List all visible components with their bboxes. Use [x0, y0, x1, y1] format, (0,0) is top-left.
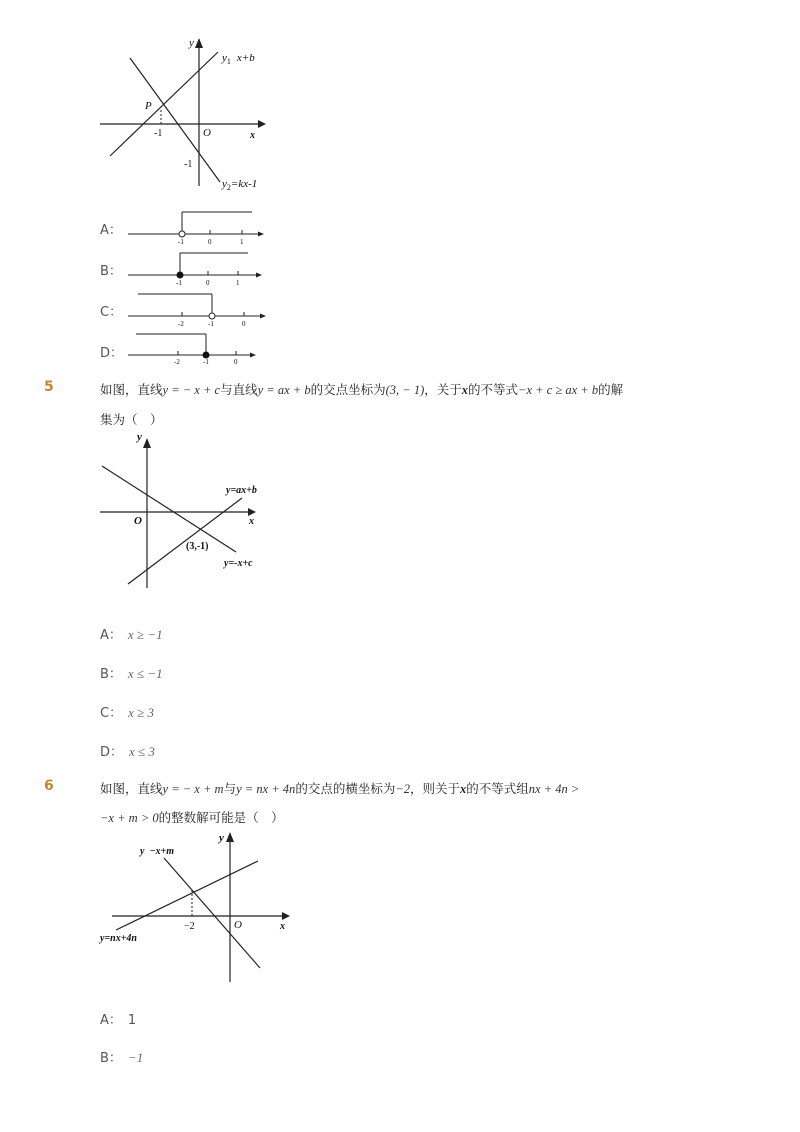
line-neg-x-c: [102, 466, 236, 552]
q5-option-d-value: x ≤ 3: [129, 744, 155, 759]
q6-option-a-label: A：: [100, 1013, 122, 1028]
q6-t4: ，则关于: [410, 781, 461, 796]
q5-m1: y = − x + c: [162, 383, 221, 397]
svg-text:0: 0: [234, 358, 238, 366]
q6-option-a-value: 1: [127, 1013, 137, 1028]
q5-option-a-value: x ≥ −1: [127, 627, 163, 642]
q6-m4: x: [460, 782, 467, 796]
q6-l2m: −x + m > 0: [100, 811, 159, 825]
question-6-text-line2: [100, 808, 284, 826]
x-axis-arrow: [248, 508, 256, 516]
x-axis-label: x: [280, 921, 285, 932]
q5-t2: 与直线: [220, 382, 258, 397]
line-neg-x-m-label: y −x+m: [140, 846, 174, 857]
q5-option-c[interactable]: [100, 702, 154, 721]
y-axis-arrow: [195, 38, 203, 48]
svg-text:-1: -1: [203, 358, 209, 366]
q6-figure: [94, 826, 304, 986]
q5-option-a-label: A：: [100, 628, 122, 643]
question-5-text-line2: 集为（ ）: [100, 412, 163, 427]
svg-text:-2: -2: [174, 358, 180, 366]
q6-m1: y = − x + m: [162, 782, 224, 796]
q5-t5: 的不等式: [468, 382, 519, 397]
q5-option-b-label: B：: [100, 667, 122, 682]
line-ax-b-label: y=ax+b: [226, 485, 257, 496]
x-axis-label: x: [249, 516, 254, 527]
svg-text:-1: -1: [208, 320, 214, 328]
question-6-text-line1: [100, 779, 579, 797]
q4-option-d-label[interactable]: D：: [100, 346, 124, 361]
q5-option-d-label: D：: [100, 745, 124, 760]
question-number-5: 5: [44, 379, 54, 395]
question-number-6: 6: [44, 778, 54, 794]
q5-option-c-label: C：: [100, 706, 123, 721]
y-axis-label: y: [137, 431, 142, 443]
tick-neg1-y: -1: [184, 159, 193, 170]
q6-m2: y = nx + 4n: [236, 782, 296, 796]
q5-option-a[interactable]: [100, 624, 163, 643]
q6-option-b[interactable]: [100, 1047, 143, 1066]
x-axis-label: x: [250, 130, 255, 141]
tick-neg1-x: -1: [154, 128, 163, 139]
q5-option-b[interactable]: [100, 663, 163, 682]
q5-t3: 的交点坐标为: [310, 382, 386, 397]
origin-label: O: [234, 919, 242, 931]
y-axis-arrow: [143, 438, 151, 448]
q4-figure: [90, 30, 280, 200]
svg-text:0: 0: [206, 279, 210, 287]
y-axis-label: y: [219, 832, 224, 844]
q5-m4: x: [461, 383, 468, 397]
line-neg-x-m: [164, 858, 260, 968]
svg-text:0: 0: [242, 320, 246, 328]
q5-option-b-value: x ≤ −1: [127, 666, 163, 681]
q6-t2: 与: [223, 781, 237, 796]
q6-option-b-value: −1: [127, 1050, 144, 1065]
q6-option-b-label: B：: [100, 1051, 122, 1066]
q5-m3: (3, − 1): [385, 383, 425, 397]
q4-option-c-label[interactable]: C：: [100, 305, 123, 320]
q4-option-b-numberline[interactable]: [126, 247, 271, 287]
q5-t1: 如图，直线: [100, 382, 163, 397]
q4-option-b-label[interactable]: B：: [100, 264, 122, 279]
q5-figure: [92, 428, 272, 598]
line-ax-b: [128, 498, 242, 584]
q5-t4: ，关于: [424, 382, 462, 397]
line-y2-label: $y_2=kx-1$: [222, 178, 258, 192]
q6-option-a[interactable]: [100, 1009, 136, 1028]
line-y1-label: $y_1$ x+b: [222, 52, 255, 66]
q6-t5: 的不等式组: [466, 781, 529, 796]
x-axis-arrow: [282, 912, 290, 920]
q6-t3: 的交点的横坐标为: [295, 781, 396, 796]
q6-t1: 如图，直线: [100, 781, 163, 796]
q5-option-d[interactable]: [100, 741, 155, 760]
q6-l2t: 的整数解可能是（ ）: [158, 810, 284, 825]
q4-option-a-numberline[interactable]: [126, 206, 271, 246]
origin-label: O: [203, 127, 211, 139]
line-nx-4n-label: y=nx+4n: [100, 933, 137, 944]
tick-neg2: −2: [184, 921, 195, 932]
origin-label: O: [134, 515, 142, 527]
q4-option-c-numberline[interactable]: [126, 288, 271, 328]
svg-text:1: 1: [236, 279, 240, 287]
y-axis-arrow: [226, 832, 234, 842]
y-axis-label: y: [189, 37, 194, 49]
q5-m5: −x + c ≥ ax + b: [518, 383, 599, 397]
q5-option-c-value: x ≥ 3: [128, 705, 154, 720]
svg-text:0: 0: [208, 238, 212, 246]
line-neg-x-c-label: y=-x+c: [224, 558, 253, 569]
svg-text:-2: -2: [178, 320, 184, 328]
point-p-label: P: [145, 100, 152, 112]
question-5-text-line1: [100, 380, 623, 398]
x-axis-arrow: [258, 120, 266, 128]
svg-text:1: 1: [240, 238, 244, 246]
line-y2: [130, 58, 220, 182]
q6-m3: −2: [395, 782, 411, 796]
svg-text:-1: -1: [178, 238, 184, 246]
q5-t6: 的解: [598, 382, 624, 397]
q6-m5: nx + 4n >: [528, 782, 580, 796]
q4-option-a-label[interactable]: A：: [100, 223, 122, 238]
intersection-label: (3,-1): [186, 541, 209, 552]
svg-text:-1: -1: [176, 279, 182, 287]
q4-option-d-numberline[interactable]: [126, 329, 271, 369]
q5-m2: y = ax + b: [257, 383, 311, 397]
